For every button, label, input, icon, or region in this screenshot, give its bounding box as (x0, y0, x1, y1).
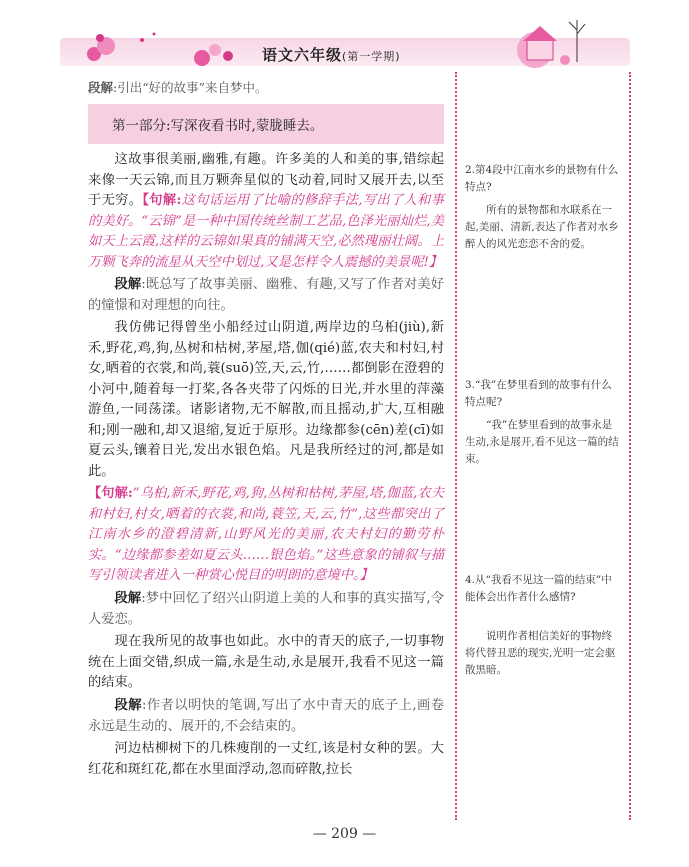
paragraph-3-analysis (88, 484, 444, 587)
sentence-analysis-1: 这句话运用了比喻的修辞手法,写出了人和事的美好。“云锦”是一种中国传统丝制工艺品,色泽光丽灿烂,美如天上云霞,这样的云锦如果真的铺满天空,必然瑰丽壮阔。上万颗飞奔的流星从天空中划过,又是怎样令人震撼的美景呢!】 (88, 193, 444, 270)
page-header (0, 0, 689, 74)
header-title (262, 44, 401, 65)
paragraph-2-text: :既总写了故事美丽、幽雅、有趣,又写了作者对美好的憧憬和对理想的向往。 (88, 277, 444, 313)
paragraph-6-text: :作者以明快的笔调,写出了水中青天的底子上,画卷永远是生动的、展开的,不会结束的。 (88, 698, 444, 734)
sidebar-question-2: 2.第4段中江南水乡的景物有什么特点? (465, 164, 619, 193)
duan-jie-label: 段解 (114, 698, 142, 713)
paragraph-3-text: 我仿佛记得曾坐小船经过山阴道,两岸边的乌桕(jiù),新禾,野花,鸡,狗,丛树和枯树,茅屋,塔,伽(qié)蓝,农夫和村妇,村女,晒着的衣裳,和尚,蓑(suō)笠,天,云,竹,……都倒影在澄碧的小河中,随着每一打桨,各各夹带了闪烁的日光,并水里的萍藻游鱼,一同荡漾。诸影诸物,无不解散,而且摇动,扩大,互相融和;刚一融和,却又退缩,复近于原形。边缘都参(cēn)差(cī)如夏云头,镶着日光,发出水银色焰。凡是我所经过的河,都是如此。 (88, 320, 444, 479)
sentence-analysis-2: “乌桕,新禾,野花,鸡,狗,丛树和枯树,茅屋,塔,伽蓝,农夫和村妇,村女,晒着的衣裳,和尚,蓑笠,天,云,竹”,这些都突出了江南水乡的澄碧清新,山野风光的美丽,农夫村妇的勤劳朴实。“边缘都参差如夏云头……银色焰。”这些意象的铺叙与描写引领读者进入一种赏心悦目的明朗的意境中。】 (88, 486, 444, 584)
sidebar-question-3: 3.“我”在梦里看到的故事有什么特点呢? (465, 379, 612, 408)
paragraph-1 (88, 150, 444, 273)
sentence-analysis-label: 【句解: (88, 486, 133, 501)
paragraph-5 (88, 632, 444, 694)
decorative-butterflies-icon (82, 24, 242, 72)
duan-jie-label: 段解 (114, 277, 142, 292)
margin-notes-sidebar (455, 72, 631, 820)
sidebar-answer-3: “我”在梦里看到的故事永是生动,永是展开,看不见这一篇的结束。 (465, 419, 619, 465)
duan-jie-label: 段解 (114, 591, 142, 606)
sidebar-answer-2: 所有的景物都和水联系在一起,美丽、清新,表达了作者对水乡醉人的风光恋恋不舍的爱。 (465, 204, 619, 250)
sidebar-answer-4: 说明作者相信美好的事物终将代替丑恶的现实,光明一定会驱散黑暗。 (465, 630, 616, 676)
intro-text: :引出“好的故事”来自梦中。 (113, 80, 268, 95)
paragraph-7 (88, 739, 444, 780)
paragraph-2 (88, 275, 444, 316)
sidebar-question-4: 4.从“我看不见这一篇的结束”中能体会出作者什么感情? (465, 574, 612, 603)
paragraph-4 (88, 589, 444, 630)
paragraph-4-text: :梦中回忆了绍兴山阴道上美的人和事的真实描写,令人爱恋。 (88, 591, 444, 627)
paragraph-6 (88, 696, 444, 737)
paragraph-7-text: 河边枯柳树下的几株瘦削的一丈红,该是村女种的罢。大红花和斑红花,都在水里面浮动,忽而碎散,拉长 (88, 741, 444, 777)
section-title: 第一部分:写深夜看书时,蒙胧睡去。 (112, 118, 324, 134)
section-heading-box (88, 104, 444, 144)
decorative-house-icon (505, 10, 595, 72)
sentence-analysis-label: 【句解: (142, 193, 182, 209)
paragraph-5-text: 现在我所见的故事也如此。水中的青天的底子,一切事物统在上面交错,织成一篇,永是生动,永是展开,我看不见这一篇的结束。 (88, 634, 444, 691)
page-number: — 209 — (312, 826, 377, 842)
header-subtitle: (第一学期) (342, 50, 401, 63)
intro-line (88, 78, 268, 96)
duan-jie-label: 段解 (88, 80, 114, 95)
paragraph-3 (88, 318, 444, 482)
paragraph-1-text: 这故事很美丽,幽雅,有趣。许多美的人和美的事,错综起来像一天云锦,而且万颗奔星似的飞动着,同时又展开去,以至于无穷。 (88, 152, 444, 209)
header-title-main: 语文六年级 (262, 46, 343, 64)
